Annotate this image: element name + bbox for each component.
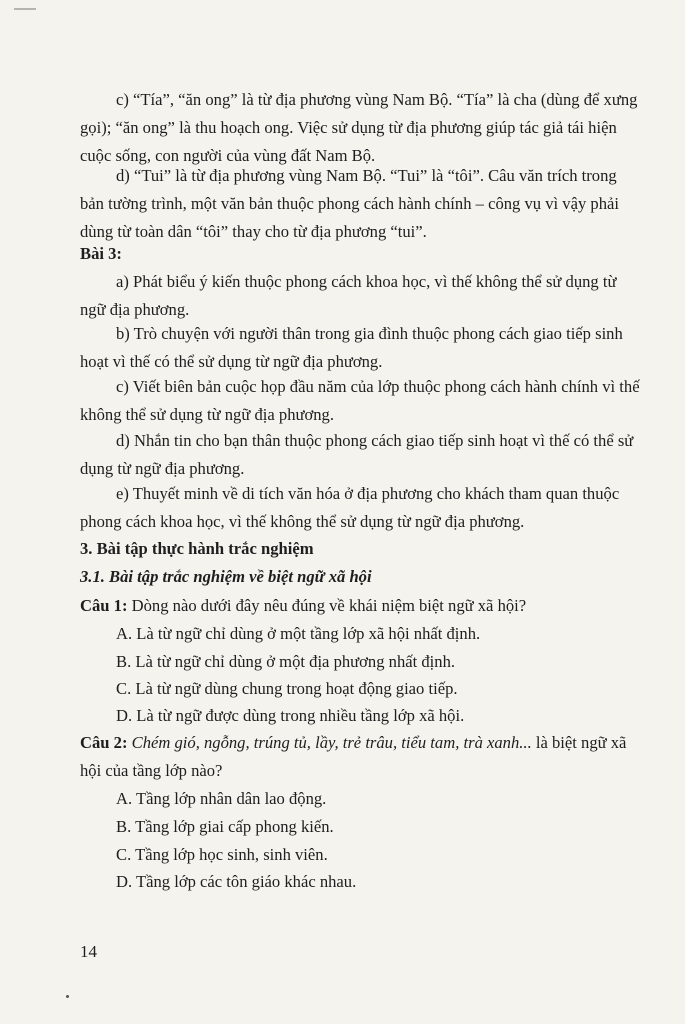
- question-1-option-a: A. Là từ ngữ chỉ dùng ở một tầng lớp xã hội nhất định.: [116, 624, 481, 643]
- question-1-option-d: D. Là từ ngữ được dùng trong nhiều tầng lớp xã hội.: [116, 706, 465, 725]
- question-2-examples: Chém gió, ngỗng, trúng tủ, lầy, trẻ trâu, tiểu tam, trà xanh...: [127, 733, 532, 752]
- bai3-item-d: d) Nhắn tin cho bạn thân thuộc phong cách giao tiếp sinh hoạt vì thế có thể sử dụng từ ngữ địa phương.: [80, 431, 634, 478]
- section-heading: 3. Bài tập thực hành trắc nghiệm: [80, 539, 314, 558]
- question-1-label: Câu 1:: [80, 596, 128, 615]
- question-1-option-c: C. Là từ ngữ dùng chung trong hoạt động giao tiếp.: [116, 679, 458, 698]
- question-2-option-b: B. Tầng lớp giai cấp phong kiến.: [116, 817, 334, 836]
- print-dot: [66, 995, 69, 998]
- question-1-text: Dòng nào dưới đây nêu đúng về khái niệm biệt ngữ xã hội?: [127, 596, 527, 615]
- question-1: [80, 592, 640, 620]
- page-number: 14: [80, 942, 97, 961]
- bai3-item-a: a) Phát biểu ý kiến thuộc phong cách khoa học, vì thế không thể sử dụng từ ngữ địa phương.: [80, 272, 617, 319]
- bai3-item-b: b) Trò chuyện với người thân trong gia đình thuộc phong cách giao tiếp sinh hoạt vì thế có thể sử dụng từ ngữ địa phương.: [80, 324, 623, 371]
- question-2: [80, 729, 640, 785]
- paragraph-d: d) “Tui” là từ địa phương vùng Nam Bộ. “Tui” là “tôi”. Câu văn trích trong bản tường trình, một văn bản thuộc phong cách hành chính – công vụ vì vậy phải dùng từ toàn dân “tôi” thay cho từ địa phương “tui”.: [80, 166, 619, 241]
- corner-mark: [14, 8, 36, 10]
- question-2-option-c: C. Tầng lớp học sinh, sinh viên.: [116, 845, 328, 864]
- question-2-text: là biệt ngữ xã hội của tầng lớp nào?: [80, 733, 627, 780]
- question-2-option-a: A. Tầng lớp nhân dân lao động.: [116, 789, 327, 808]
- question-1-option-b: B. Là từ ngữ chỉ dùng ở một địa phương nhất định.: [116, 652, 456, 671]
- question-2-option-d: D. Tầng lớp các tôn giáo khác nhau.: [116, 872, 357, 891]
- subsection-heading: 3.1. Bài tập trắc nghiệm về biệt ngữ xã hội: [80, 567, 372, 586]
- bai3-item-e: e) Thuyết minh về di tích văn hóa ở địa phương cho khách tham quan thuộc phong cách khoa học, vì thế không thể sử dụng từ ngữ địa phương.: [80, 484, 620, 531]
- bai3-item-c: c) Viết biên bản cuộc họp đầu năm của lớp thuộc phong cách hành chính vì thế không thể sử dụng từ ngữ địa phương.: [80, 377, 640, 424]
- bai3-heading: Bài 3:: [80, 244, 122, 263]
- paragraph-c: c) “Tía”, “ăn ong” là từ địa phương vùng Nam Bộ. “Tía” là cha (dùng để xưng gọi); “ăn ong” là thu hoạch ong. Việc sử dụng từ địa phương giúp tác giả tái hiện cuộc sống, con người của vùng đất Nam Bộ.: [80, 90, 638, 165]
- question-2-label: Câu 2:: [80, 733, 128, 752]
